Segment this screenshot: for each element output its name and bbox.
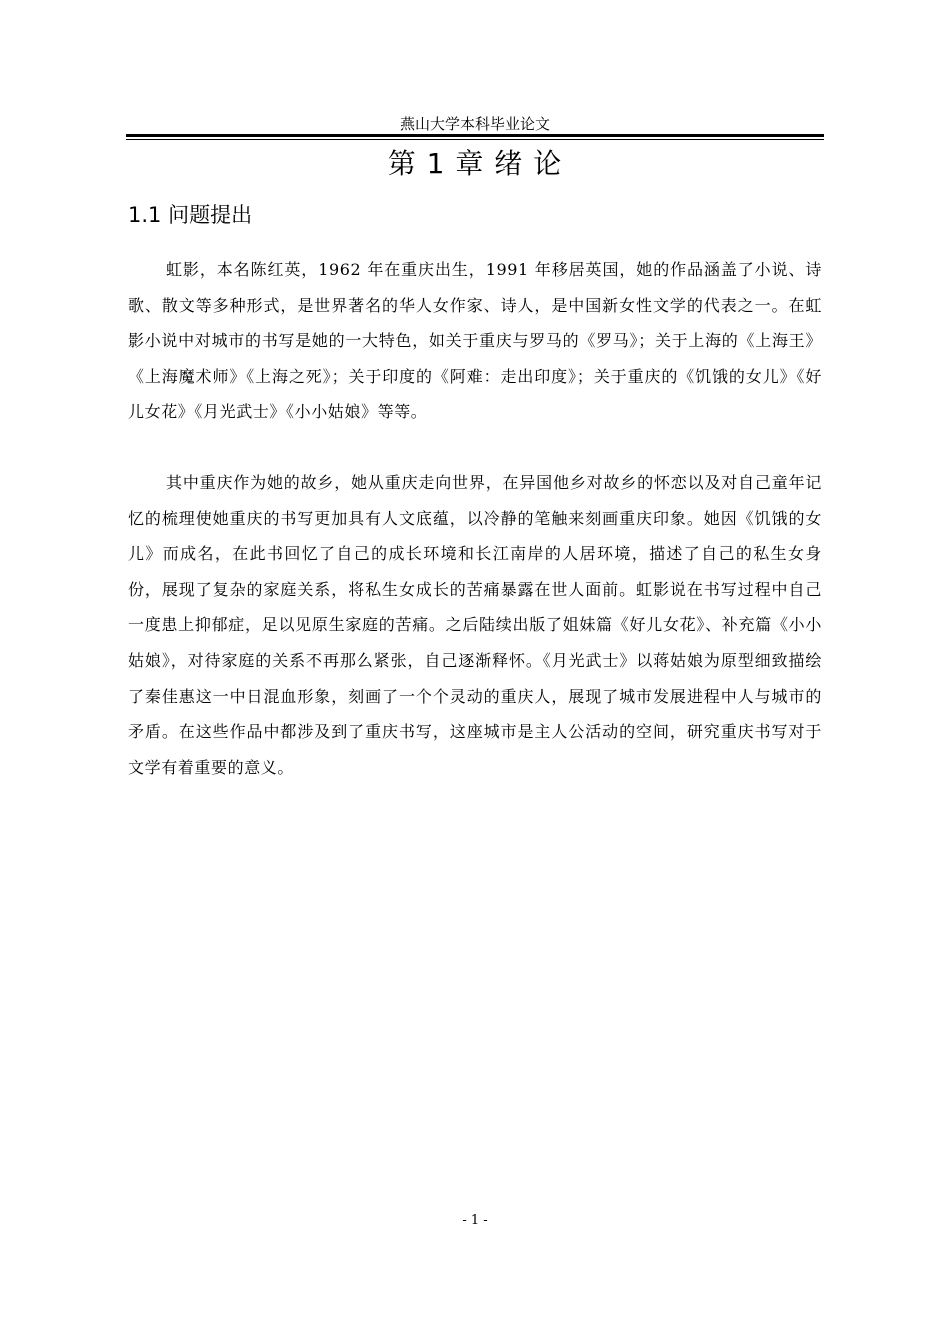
running-header: 燕山大学本科毕业论文 xyxy=(399,115,550,133)
header-rule-thick xyxy=(126,134,824,137)
body-paragraph: 其中重庆作为她的故乡，她从重庆走向世界，在异国他乡对故乡的怀恋以及对自己童年记忆的梳理使她重庆的书写更加具有人文底蕴，以冷静的笔触来刻画重庆印象。她因《饥饿的女儿》而成名，在此书回忆了自己的成长环境和长江南岸的人居环境，描述了自己的私生女身份，展现了复杂的家庭关系，将私生女成长的苦痛暴露在世人面前。虹影说在书写过程中自己一度患上抑郁症，足以见原生家庭的苦痛。之后陆续出版了姐妹篇《好儿女花》、补充篇《小小姑娘》，对待家庭的关系不再那么紧张，自己逐渐释怀。《月光武士》以蒋姑娘为原型细致描绘了秦佳惠这一中日混血形象，刻画了一个个灵动的重庆人，展现了城市发展进程中人与城市的矛盾。在这些作品中都涉及到了重庆书写，这座城市是主人公活动的空间，研究重庆书写对于文学有着重要的意义。 xyxy=(128,473,822,777)
chapter-title: 第 1 章 绪 论 xyxy=(387,147,563,180)
page-number: - 1 - xyxy=(462,1213,488,1228)
section-title: 1.1 问题提出 xyxy=(128,203,253,227)
header-rule-thin xyxy=(126,139,824,140)
body-paragraph: 虹影，本名陈红英，1962 年在重庆出生，1991 年移居英国，她的作品涵盖了小说、诗歌、散文等多种形式，是世界著名的华人女作家、诗人，是中国新女性文学的代表之一。在虹影小说中对城市的书写是她的一大特色，如关于重庆与罗马的《罗马》；关于上海的《上海王》《上海魔术师》《上海之死》；关于印度的《阿难：走出印度》；关于重庆的《饥饿的女儿》《好儿女花》《月光武士》《小小姑娘》等等。 xyxy=(128,260,822,422)
